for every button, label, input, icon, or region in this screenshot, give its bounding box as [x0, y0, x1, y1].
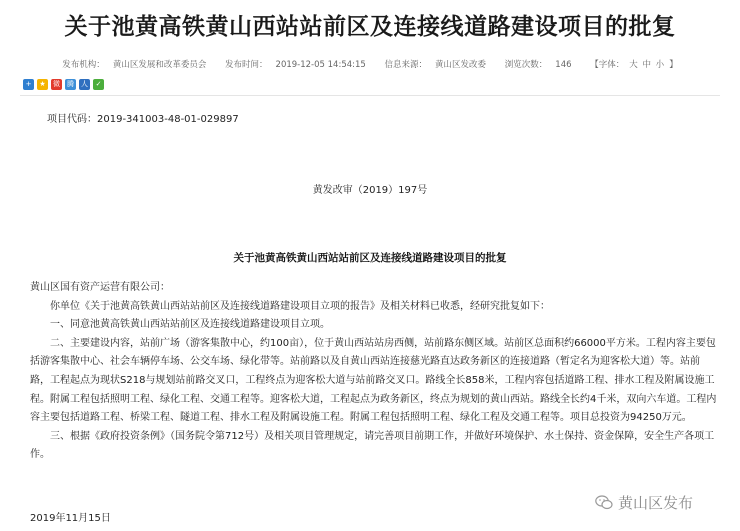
divider [20, 95, 720, 96]
time-label: 发布时间： [225, 60, 268, 70]
publisher-label: 发布机构： [62, 60, 105, 70]
source-value: 黄山区发改委 [435, 60, 487, 70]
font-close-bracket: 】 [669, 60, 678, 70]
share-wechat-icon[interactable]: ✓ [93, 79, 104, 90]
share-plus-icon[interactable]: + [23, 79, 34, 90]
meta-bar [0, 58, 740, 70]
views-info [501, 60, 576, 70]
font-label: 【字体： [590, 60, 625, 70]
doc-body [30, 279, 718, 465]
wechat-logo-icon [595, 495, 613, 510]
publisher-value: 黄山区发展和改革委员会 [112, 60, 207, 70]
page-title: 关于池黄高铁黄山西站站前区及连接线道路建设项目的批复 [64, 14, 676, 40]
paragraph-3: 三、根据《政府投资条例》（国务院令第712号）及相关项目管理规定，请完善项目前期工作，并做好环境保护、水土保持、资金保障，安全生产各项工作。 [30, 430, 715, 461]
font-medium-link[interactable]: 中 [642, 60, 651, 70]
source-info [381, 60, 491, 70]
share-renren-icon[interactable]: 人 [81, 80, 88, 88]
watermark [595, 492, 693, 513]
paragraph-1: 一、同意池黄高铁黄山西站站前区及连接线道路建设项目立项。 [50, 319, 330, 331]
paragraph-2: 二、主要建设内容，站前广场（游客集散中心，约100亩），位于黄山西站站房西侧，站前路东侧区域。站前区总面积约66000平方米。工程内容主要包括游客集散中心、社会车辆停车场、公交车场、绿化带等。站前路以及自黄山西站连接慈光路直达政务新区的连接道路（暂定名为迎客松大道）等。站前路，工程起点为现状S218与规划站前路交叉口，工程终点为迎客松大道与站前路交叉口。路线全长858米，工程内容包括道路工程、排水工程及附属设施工程。附属工程包括照明工程、绿化工程、交通工程等。迎客松大道，工程起点为政务新区，终点为规划的黄山西站。路线全长约4千米，双向六车道。工程内容主要包括道路工程、桥梁工程、隧道工程、排水工程及附属设施工程。附属工程包括照明工程、绿化工程及交通工程等。项目总投资为94250万元。 [30, 337, 717, 424]
views-label: 浏览次数： [504, 60, 548, 70]
time-info [221, 60, 370, 70]
font-small-link[interactable]: 小 [655, 60, 665, 70]
doc-title: 关于池黄高铁黄山西站站前区及连接线道路建设项目的批复 [233, 252, 507, 264]
font-size-control [586, 60, 681, 70]
share-bar [23, 79, 104, 90]
doc-date: 2019年11月15日 [30, 513, 111, 524]
views-value: 146 [555, 60, 572, 70]
project-code: 项目代码：2019-341003-48-01-029897 [47, 114, 239, 125]
paragraph-intro: 你单位《关于池黄高铁黄山西站站前区及连接线道路建设项目立项的报告》及相关材料已收悉，经研究批复如下： [50, 300, 550, 312]
doc-number: 黄发改审（2019）197号 [312, 185, 428, 196]
addressee: 黄山区国有资产运营有限公司： [30, 282, 170, 293]
share-weibo-icon[interactable]: 微 [53, 80, 60, 88]
source-label: 信息来源： [384, 60, 428, 70]
publisher-info [58, 60, 210, 70]
share-tencent-icon[interactable]: 腾 [67, 80, 74, 88]
time-value: 2019-12-05 14:54:15 [275, 60, 366, 70]
share-qzone-icon[interactable]: ★ [37, 79, 48, 90]
font-large-link[interactable]: 大 [629, 60, 638, 70]
watermark-text: 黄山区发布 [618, 494, 694, 512]
